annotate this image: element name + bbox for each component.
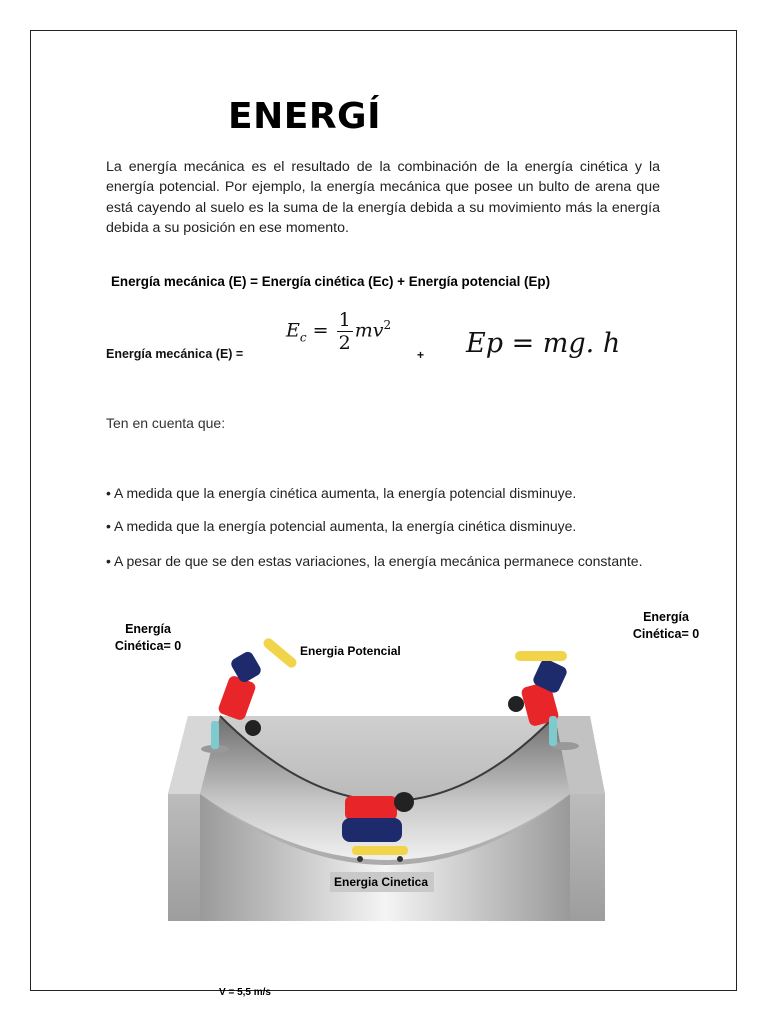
ec-fraction — [337, 309, 353, 354]
ec-subscript: c — [299, 330, 307, 345]
kinetic-energy-caption: Energia Cinetica — [334, 875, 429, 889]
bullet-item: • A medida que la energía cinética aumenta, la energía potencial disminuye. — [106, 485, 577, 501]
velocity-label: V = 5,5 m/s — [219, 987, 271, 998]
left-label-line2: Cinética= 0 — [114, 639, 182, 653]
left-label-line1: Energía — [125, 622, 171, 636]
mechanical-energy-label: Energía mecánica (E) = — [106, 347, 244, 361]
right-label-line1: Energía — [643, 610, 689, 624]
plus-sign: + — [417, 348, 425, 362]
ec-rhs: mv — [354, 319, 384, 342]
formula-text: Energía mecánica (E) = Energía cinética (Ec) + Energía potencial (Ep) — [111, 274, 551, 289]
note-text: Ten en cuenta que: — [106, 415, 226, 431]
right-label-line2: Cinética= 0 — [632, 627, 700, 641]
intro-paragraph: La energía mecánica es el resultado de la combinación de la energía cinética y la energía potencial. Por ejemplo, la energía mecánica que posee un bulto de arena que está cayendo al suelo es la suma de la energía debida a su movimiento más la energía debida a su posición en ese momento. — [106, 159, 660, 236]
potential-energy-caption: Energia Potencial — [300, 644, 401, 658]
ec-exponent: 2 — [383, 318, 392, 333]
potential-energy-formula: Ep = mg. h — [466, 328, 621, 359]
bullet-item: • A pesar de que se den estas variaciones, la energía mecánica permanece constante. — [106, 553, 643, 569]
ec-numerator: 1 — [338, 309, 351, 331]
ec-lhs: E — [286, 319, 300, 342]
ec-equals: = — [306, 319, 335, 342]
kinetic-energy-formula — [286, 309, 391, 354]
bullet-item: • A medida que la energía potencial aumenta, la energía cinética disminuye. — [106, 518, 577, 534]
ec-denominator: 2 — [338, 332, 351, 354]
right-kinetic-label — [626, 609, 706, 643]
halfpipe-illustration — [160, 636, 610, 926]
page-title: ENERGÍ — [228, 96, 381, 137]
